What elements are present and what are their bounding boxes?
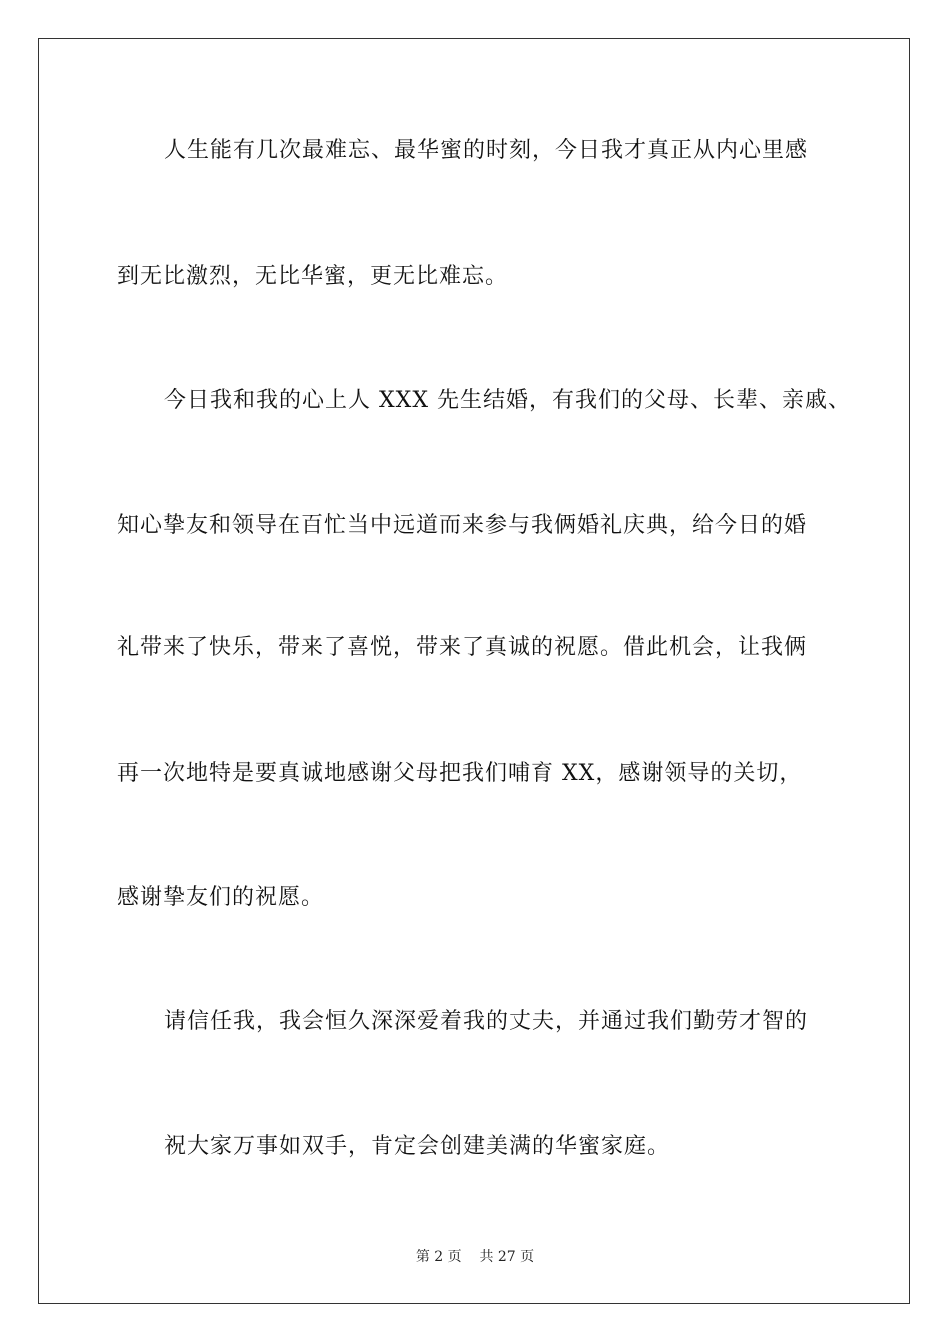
- paragraph-line: 祝大家万事如双手，肯定会创建美满的华蜜家庭。: [164, 1134, 671, 1159]
- page-footer: [0, 1248, 950, 1266]
- paragraph-line: 再一次地特是要真诚地感谢父母把我们哺育 XX，感谢领导的关切，: [117, 761, 803, 786]
- page-number: 第 2 页: [415, 1249, 462, 1265]
- paragraph-line: 感谢挚友们的祝愿。: [117, 885, 325, 910]
- paragraph-line: 人生能有几次最难忘、最华蜜的时刻，今日我才真正从内心里感: [164, 138, 809, 163]
- paragraph-line: 礼带来了快乐，带来了喜悦，带来了真诚的祝愿。借此机会，让我俩: [117, 635, 808, 660]
- page-total: 共 27 页: [479, 1249, 535, 1265]
- page-border: [38, 38, 910, 1304]
- paragraph-line: 到无比激烈，无比华蜜，更无比难忘。: [117, 264, 509, 289]
- paragraph-line: 今日我和我的心上人 XXX 先生结婚，有我们的父母、长辈、亲戚、: [164, 388, 851, 413]
- paragraph-line: 请信任我，我会恒久深深爱着我的丈夫，并通过我们勤劳才智的: [164, 1009, 809, 1034]
- paragraph-line: 知心挚友和领导在百忙当中远道而来参与我俩婚礼庆典，给今日的婚: [117, 513, 808, 538]
